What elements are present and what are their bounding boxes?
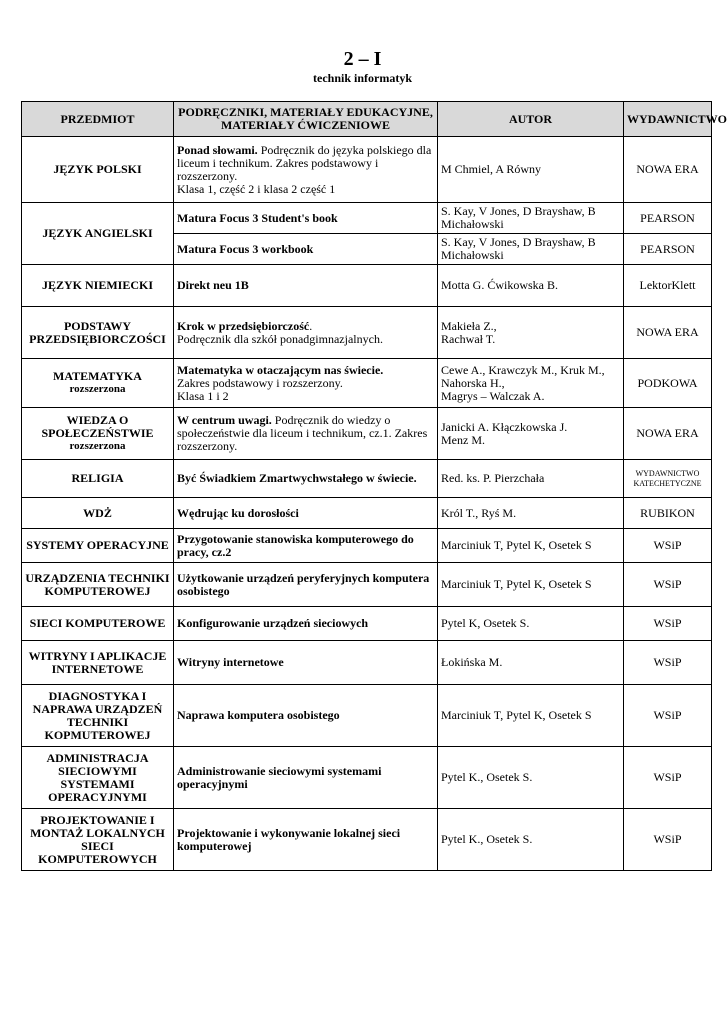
title-cell: W centrum uwagi. Podręcznik do wiedzy o społeczeństwie dla liceum i technikum, cz.1. Zakres rozszerzony.	[174, 408, 438, 460]
textbook-table	[21, 101, 727, 871]
table-row	[22, 460, 712, 498]
publisher-cell: RUBIKON	[624, 498, 712, 529]
page-title: 2 – I	[343, 48, 382, 70]
page-subtitle: technik informatyk	[313, 71, 412, 85]
author-cell: Łokińska M.	[438, 641, 624, 685]
table-header-row	[22, 102, 712, 137]
title-cell: Naprawa komputera osobistego	[174, 685, 438, 747]
table-row	[22, 641, 712, 685]
author-cell: Marciniuk T, Pytel K, Osetek S	[438, 685, 624, 747]
subject-cell: PODSTAWY PRZEDSIĘBIORCZOŚCI	[22, 307, 174, 359]
subject-cell: MATEMATYKA rozszerzona	[22, 359, 174, 408]
subject-cell: JĘZYK ANGIELSKI	[22, 203, 174, 265]
title-cell: Matura Focus 3 workbook	[174, 234, 438, 265]
column-header-author: AUTOR	[438, 102, 624, 137]
author-cell: M Chmiel, A Równy	[438, 137, 624, 203]
publisher-cell: PEARSON	[624, 203, 712, 234]
title-cell: Matematyka w otaczającym nas świecie. Zakres podstawowy i rozszerzony. Klasa 1 i 2	[174, 359, 438, 408]
table-row	[22, 265, 712, 307]
publisher-cell: NOWA ERA	[624, 408, 712, 460]
table-row	[22, 563, 712, 607]
column-header-subject: PRZEDMIOT	[22, 102, 174, 137]
table-row	[22, 607, 712, 641]
subject-cell: WDŻ	[22, 498, 174, 529]
author-cell: Pytel K., Osetek S.	[438, 809, 624, 871]
author-cell: Pytel K., Osetek S.	[438, 747, 624, 809]
publisher-cell: PODKOWA	[624, 359, 712, 408]
publisher-cell: NOWA ERA	[624, 137, 712, 203]
author-cell: Motta G. Ćwikowska B.	[438, 265, 624, 307]
publisher-cell: NOWA ERA	[624, 307, 712, 359]
publisher-cell: WSiP	[624, 607, 712, 641]
publisher-cell: WSiP	[624, 809, 712, 871]
publisher-cell: WSiP	[624, 641, 712, 685]
publisher-cell: WYDAWNICTWO KATECHETYCZNE	[624, 460, 712, 498]
title-cell: Wędrując ku dorosłości	[174, 498, 438, 529]
subject-cell: PROJEKTOWANIE I MONTAŻ LOKALNYCH SIECI KOMPUTEROWYCH	[22, 809, 174, 871]
author-cell: Pytel K, Osetek S.	[438, 607, 624, 641]
title-cell: Konfigurowanie urządzeń sieciowych	[174, 607, 438, 641]
table-row	[22, 685, 712, 747]
author-cell: S. Kay, V Jones, D Brayshaw, B Michałowski	[438, 203, 624, 234]
table-row	[22, 203, 712, 234]
table-row	[22, 747, 712, 809]
column-header-publisher: WYDAWNICTWO	[624, 102, 712, 137]
table-row	[22, 359, 712, 408]
title-cell: Witryny internetowe	[174, 641, 438, 685]
publisher-cell: WSiP	[624, 685, 712, 747]
table-row	[22, 498, 712, 529]
author-cell: Janicki A. Kłączkowska J. Menz M.	[438, 408, 624, 460]
subject-cell: URZĄDZENIA TECHNIKI KOMPUTEROWEJ	[22, 563, 174, 607]
table-row	[22, 307, 712, 359]
author-cell: Cewe A., Krawczyk M., Kruk M., Nahorska H., Magrys – Walczak A.	[438, 359, 624, 408]
title-cell: Przygotowanie stanowiska komputerowego do pracy, cz.2	[174, 529, 438, 563]
publisher-cell: WSiP	[624, 529, 712, 563]
author-cell: Makieła Z., Rachwał T.	[438, 307, 624, 359]
subject-cell: SIECI KOMPUTEROWE	[22, 607, 174, 641]
title-cell: Użytkowanie urządzeń peryferyjnych komputera osobistego	[174, 563, 438, 607]
publisher-cell: WSiP	[624, 563, 712, 607]
publisher-cell: PEARSON	[624, 234, 712, 265]
subject-cell: SYSTEMY OPERACYJNE	[22, 529, 174, 563]
column-header-title: PODRĘCZNIKI, MATERIAŁY EDUKACYJNE, MATERIAŁY ĆWICZENIOWE	[174, 102, 438, 137]
table-row	[22, 408, 712, 460]
subject-cell: RELIGIA	[22, 460, 174, 498]
subject-cell: JĘZYK POLSKI	[22, 137, 174, 203]
author-cell: Marciniuk T, Pytel K, Osetek S	[438, 529, 624, 563]
subject-cell: WITRYNY I APLIKACJE INTERNETOWE	[22, 641, 174, 685]
author-cell: Red. ks. P. Pierzchała	[438, 460, 624, 498]
title-cell: Matura Focus 3 Student's book	[174, 203, 438, 234]
title-cell: Administrowanie sieciowymi systemami operacyjnymi	[174, 747, 438, 809]
subject-cell: ADMINISTRACJA SIECIOWYMI SYSTEMAMI OPERACYJNYMI	[22, 747, 174, 809]
author-cell: Marciniuk T, Pytel K, Osetek S	[438, 563, 624, 607]
author-cell: Król T., Ryś M.	[438, 498, 624, 529]
publisher-cell: LektorKlett	[624, 265, 712, 307]
table-row	[22, 809, 712, 871]
table-row	[22, 137, 712, 203]
title-cell: Direkt neu 1B	[174, 265, 438, 307]
title-cell: Projektowanie i wykonywanie lokalnej sieci komputerowej	[174, 809, 438, 871]
title-cell: Być Świadkiem Zmartwychwstałego w świecie.	[174, 460, 438, 498]
table-row	[22, 529, 712, 563]
title-cell: Krok w przedsiębiorczość. Podręcznik dla szkół ponadgimnazjalnych.	[174, 307, 438, 359]
subject-cell: JĘZYK NIEMIECKI	[22, 265, 174, 307]
author-cell: S. Kay, V Jones, D Brayshaw, B Michałowski	[438, 234, 624, 265]
title-cell: Ponad słowami. Podręcznik do języka polskiego dla liceum i technikum. Zakres podstawowy i rozszerzony. Klasa 1, część 2 i klasa 2 część 1	[174, 137, 438, 203]
publisher-cell: WSiP	[624, 747, 712, 809]
subject-cell: DIAGNOSTYKA I NAPRAWA URZĄDZEŃ TECHNIKI KOPMUTEROWEJ	[22, 685, 174, 747]
subject-cell: WIEDZA O SPOŁECZEŃSTWIE rozszerzona	[22, 408, 174, 460]
